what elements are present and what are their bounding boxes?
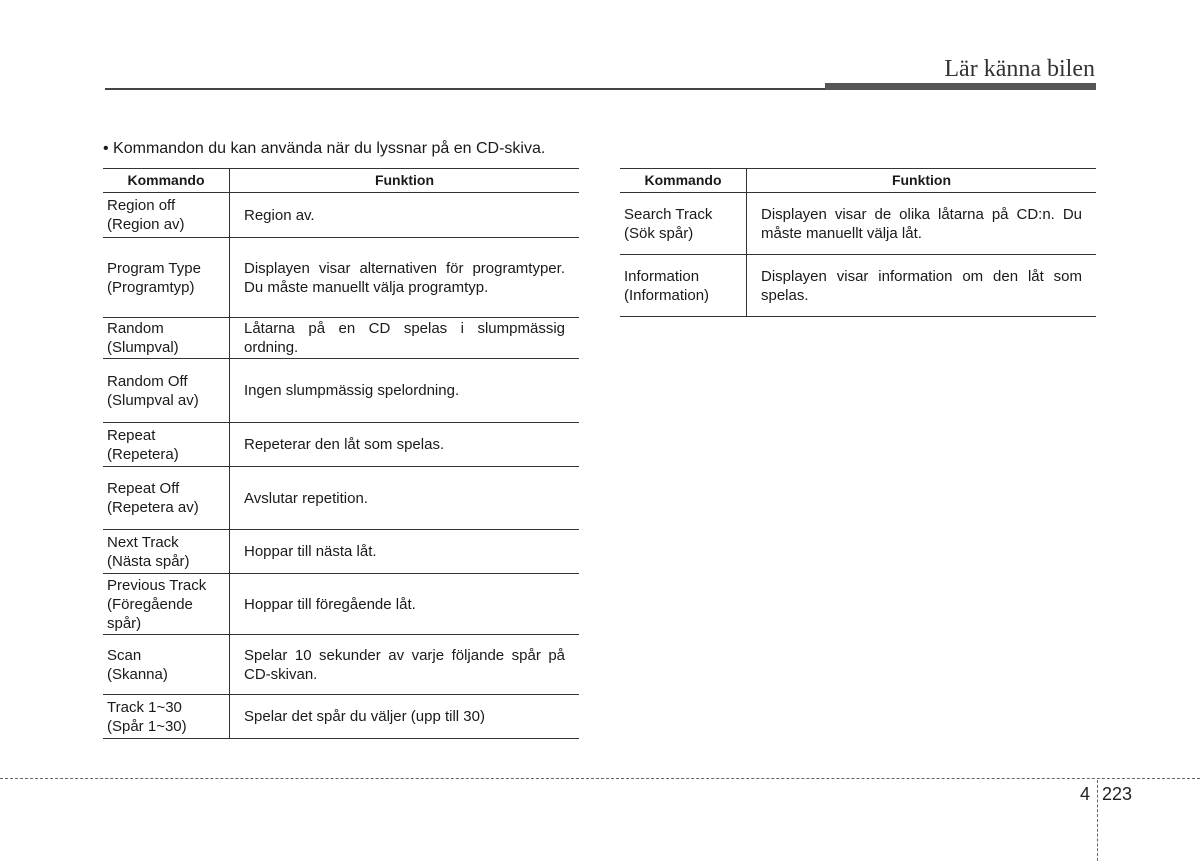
- function-cell: Låtarna på en CD spelas i slumpmässig ordning.: [230, 318, 580, 359]
- table-row: [103, 574, 579, 635]
- footer-dashed-rule: [0, 778, 1200, 779]
- function-cell: Displayen visar de olika låtarna på CD:n. Du måste manuellt välja låt.: [747, 193, 1097, 255]
- table-row: [103, 359, 579, 423]
- table-row: [103, 635, 579, 695]
- command-cell: Previous Track (Föregående spår): [103, 574, 230, 635]
- command-cell: Information (Information): [620, 255, 747, 317]
- header-function: Funktion: [747, 169, 1097, 193]
- command-cell: Random Off (Slumpval av): [103, 359, 230, 423]
- function-cell: Avslutar repetition.: [230, 467, 580, 530]
- table-row: [103, 193, 579, 238]
- table-row: [620, 255, 1096, 317]
- function-cell: Spelar 10 sekunder av varje följande spår på CD-skivan.: [230, 635, 580, 695]
- table-row: [103, 530, 579, 574]
- header-command: Kommando: [103, 169, 230, 193]
- left-command-table: [103, 168, 579, 739]
- header-command: Kommando: [620, 169, 747, 193]
- header-function: Funktion: [230, 169, 580, 193]
- header-rule: [105, 88, 825, 90]
- table-row: [620, 193, 1096, 255]
- command-cell: Scan (Skanna): [103, 635, 230, 695]
- table-header-row: [620, 169, 1096, 193]
- function-cell: Ingen slumpmässig spelordning.: [230, 359, 580, 423]
- function-cell: Displayen visar information om den låt som spelas.: [747, 255, 1097, 317]
- command-cell: Repeat (Repetera): [103, 423, 230, 467]
- chapter-number: 4: [1080, 784, 1091, 804]
- command-cell: Region off (Region av): [103, 193, 230, 238]
- table-row: [103, 467, 579, 530]
- function-cell: Hoppar till nästa låt.: [230, 530, 580, 574]
- page-header-title: Lär känna bilen: [944, 56, 1095, 82]
- command-cell: Repeat Off (Repetera av): [103, 467, 230, 530]
- table-row: [103, 318, 579, 359]
- command-cell: Program Type (Programtyp): [103, 238, 230, 318]
- intro-bullet: • Kommandon du kan använda när du lyssnar på en CD-skiva.: [103, 140, 546, 157]
- command-cell: Search Track (Sök spår): [620, 193, 747, 255]
- page-number: 223: [1102, 784, 1133, 804]
- table-header-row: [103, 169, 579, 193]
- function-cell: Spelar det spår du väljer (upp till 30): [230, 695, 580, 739]
- right-command-table: [620, 168, 1096, 317]
- header-rule-accent: [825, 83, 1096, 90]
- command-cell: Track 1~30 (Spår 1~30): [103, 695, 230, 739]
- command-cell: Random (Slumpval): [103, 318, 230, 359]
- function-cell: Region av.: [230, 193, 580, 238]
- function-cell: Displayen visar alternativen för programtyper. Du måste manuellt välja programtyp.: [230, 238, 580, 318]
- table-row: [103, 238, 579, 318]
- function-cell: Hoppar till föregående låt.: [230, 574, 580, 635]
- function-cell: Repeterar den låt som spelas.: [230, 423, 580, 467]
- table-row: [103, 695, 579, 739]
- footer-vertical-dashed-rule: [1097, 780, 1098, 861]
- command-cell: Next Track (Nästa spår): [103, 530, 230, 574]
- table-row: [103, 423, 579, 467]
